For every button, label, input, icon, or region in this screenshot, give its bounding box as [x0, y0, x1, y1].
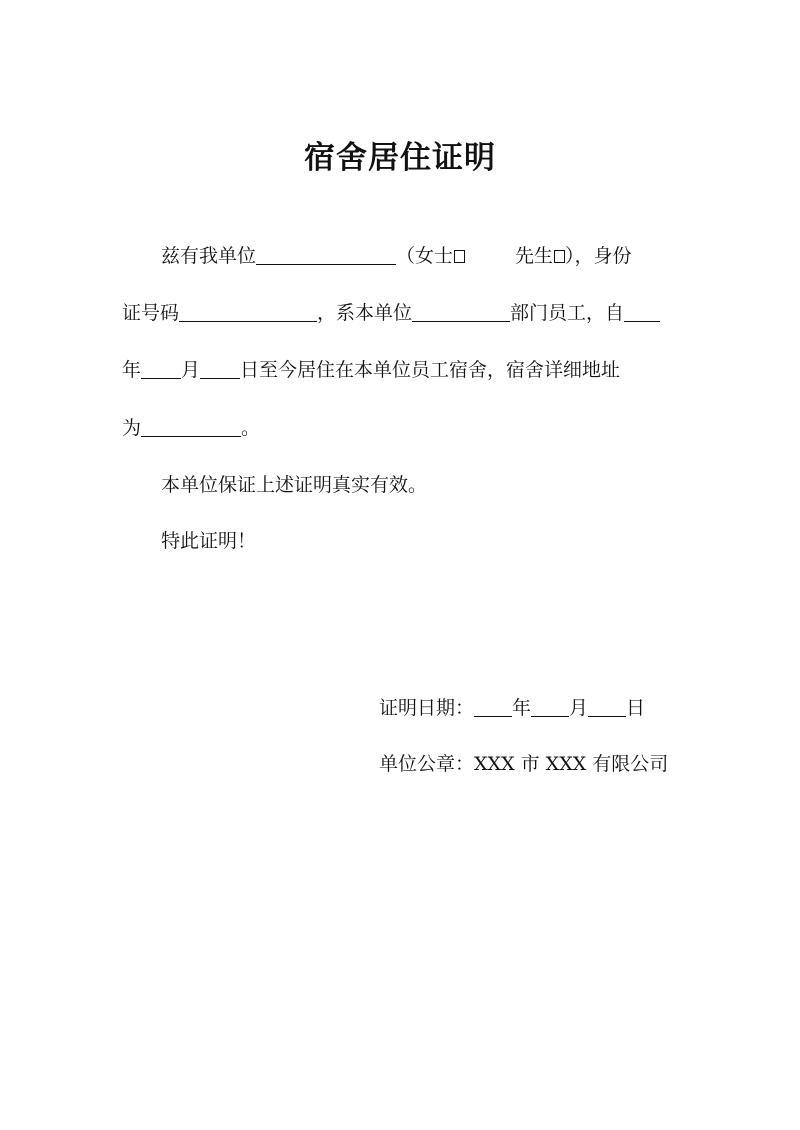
text-segment: ），身份 — [565, 245, 632, 267]
cert-day-blank[interactable] — [588, 696, 626, 717]
text-segment: 先生 — [515, 245, 554, 267]
text-segment: 年 — [122, 359, 142, 381]
female-checkbox[interactable] — [454, 250, 465, 263]
text-segment: 日至今居住在本单位员工宿舍，宿舍详细地址 — [240, 359, 621, 381]
dorm-address-blank[interactable] — [141, 416, 241, 437]
text-segment: 部门员工，自 — [510, 302, 625, 324]
document-title: 宿舍居住证明 — [304, 140, 496, 176]
text-segment: 。 — [241, 417, 261, 439]
text-segment: 兹有我单位 — [161, 245, 257, 267]
start-day-blank[interactable] — [200, 358, 240, 379]
body-line-1 — [161, 242, 632, 270]
seal-label: 单位公章： — [379, 753, 475, 775]
text-segment: ，系本单位 — [317, 302, 413, 324]
company-seal-line — [379, 750, 668, 778]
guarantee-statement: 本单位保证上述证明真实有效。 — [161, 474, 428, 496]
text-segment: 月 — [181, 359, 201, 381]
body-line-3 — [122, 356, 620, 384]
company-name: XXX 市 XXX 有限公司 — [474, 753, 669, 775]
text-segment: 为 — [122, 417, 142, 439]
start-month-blank[interactable] — [141, 358, 181, 379]
month-label: 月 — [569, 697, 589, 719]
text-segment: （女士 — [396, 245, 454, 267]
closing-statement: 特此证明！ — [161, 530, 257, 552]
date-label: 证明日期： — [379, 697, 475, 719]
text-segment: 证号码 — [122, 302, 180, 324]
start-year-blank[interactable] — [624, 301, 660, 322]
certificate-date-line — [379, 694, 645, 722]
cert-month-blank[interactable] — [531, 696, 569, 717]
body-line-4 — [122, 414, 260, 442]
male-checkbox[interactable] — [554, 250, 565, 263]
body-line-2 — [122, 299, 660, 327]
id-number-blank[interactable] — [179, 301, 317, 322]
unit-name-blank[interactable] — [256, 244, 396, 265]
year-label: 年 — [512, 697, 532, 719]
day-label: 日 — [626, 697, 646, 719]
department-blank[interactable] — [412, 301, 510, 322]
cert-year-blank[interactable] — [474, 696, 512, 717]
